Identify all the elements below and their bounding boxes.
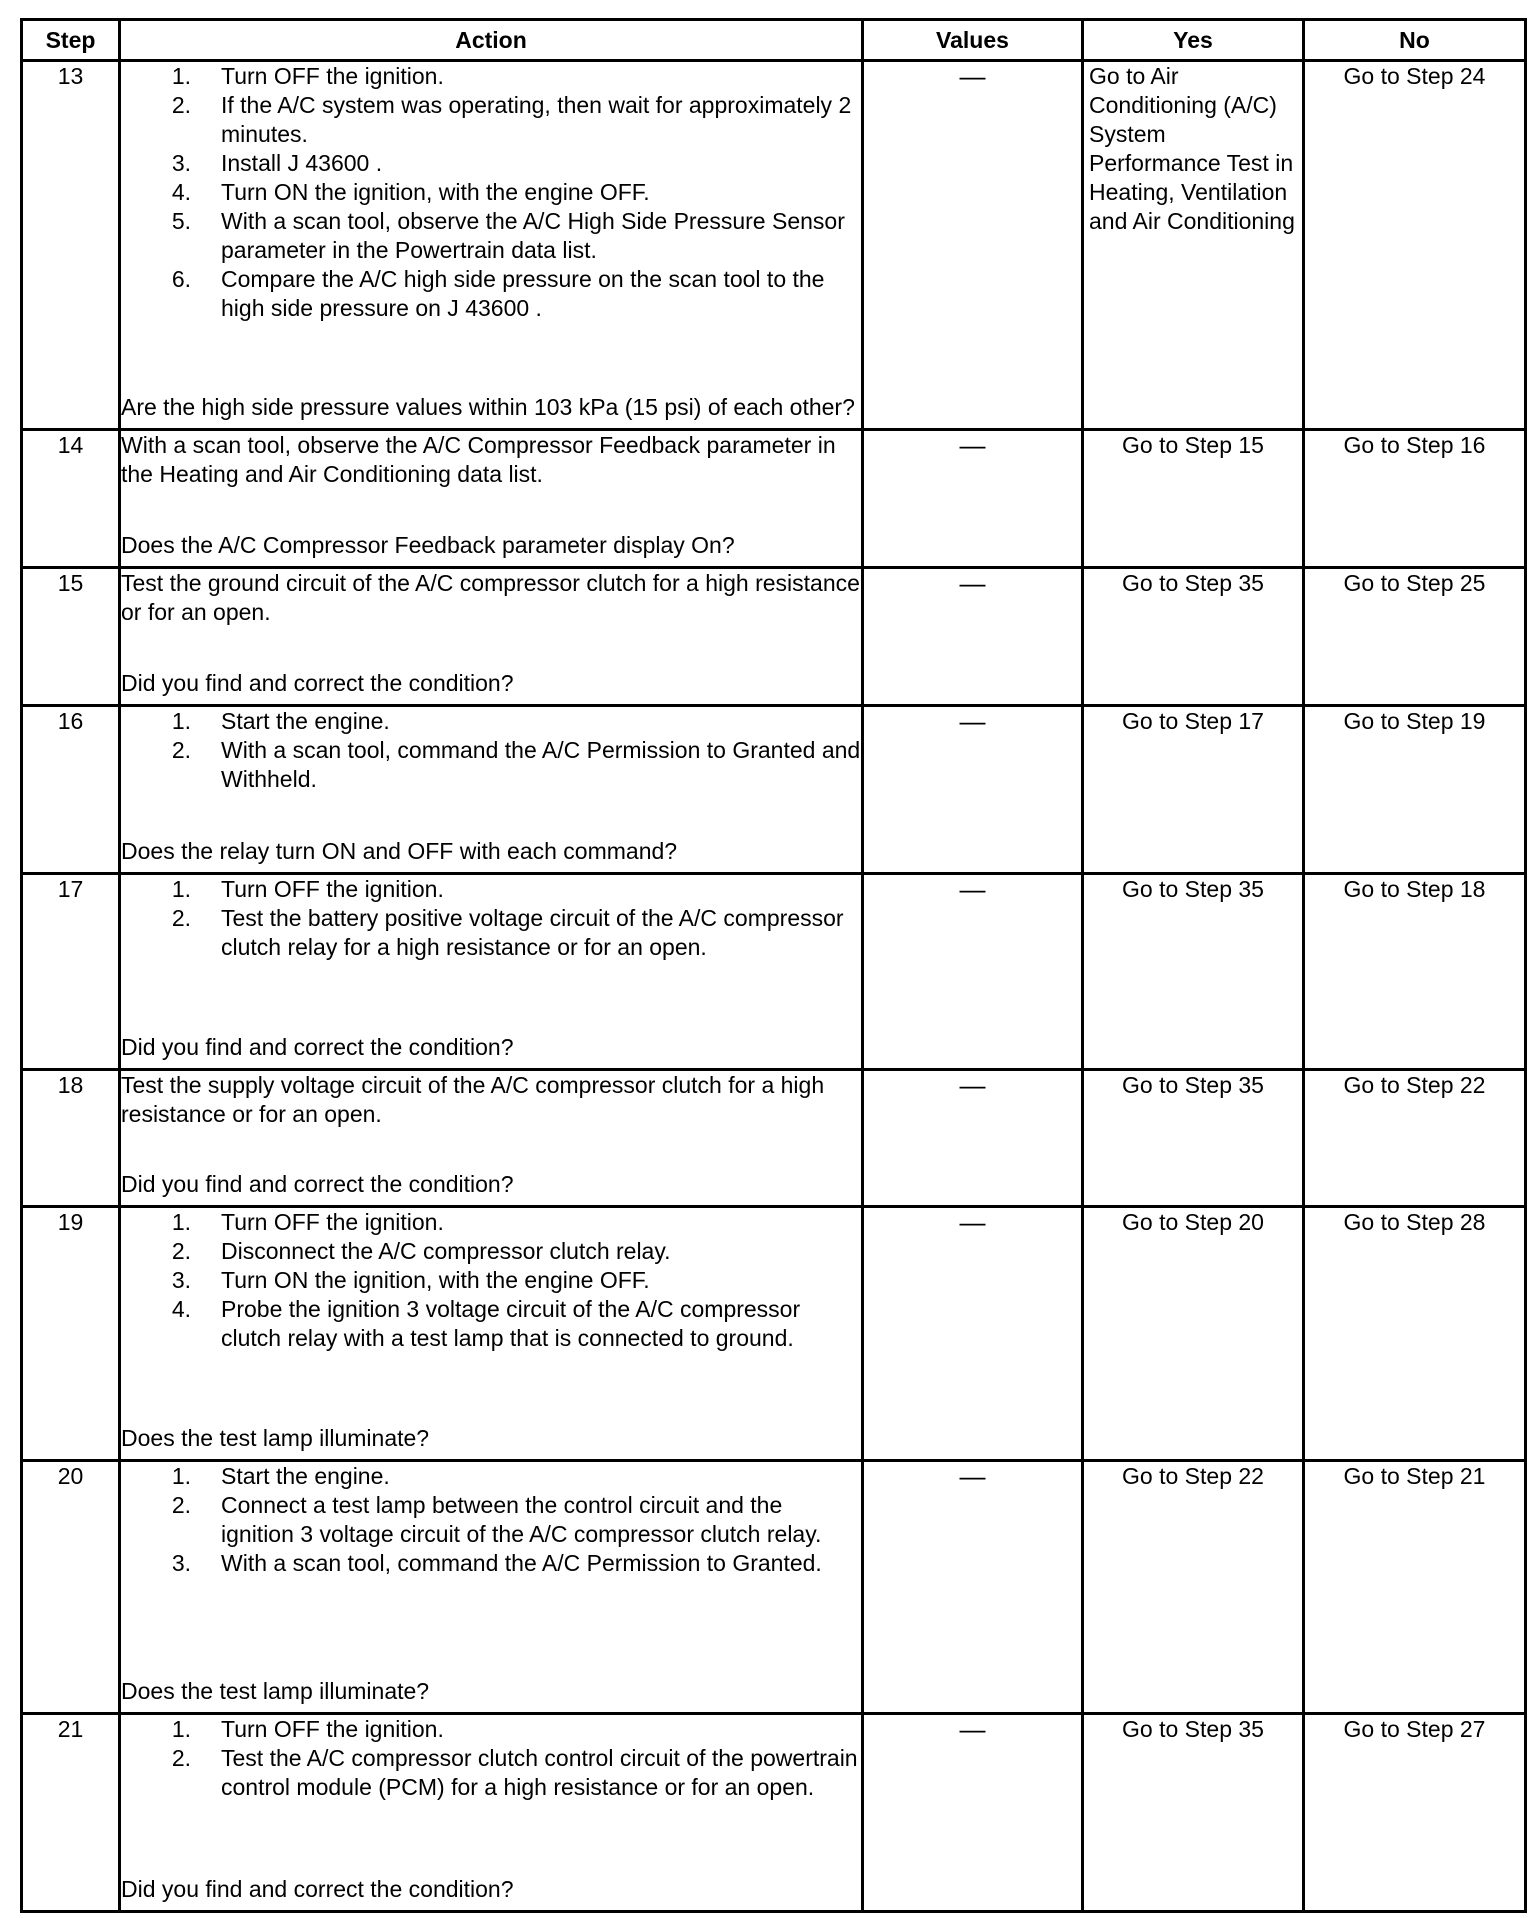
values-cell: — xyxy=(863,1714,1083,1912)
action-list xyxy=(121,1462,861,1578)
action-text: With a scan tool, observe the A/C Compressor Feedback parameter in the Heating and Air Conditioning data list. xyxy=(121,432,836,487)
list-item: 2. Test the A/C compressor clutch control circuit of the powertrain control module (PCM) for a high resistance or for an open. xyxy=(171,1745,858,1800)
table-row xyxy=(22,1461,1526,1714)
values-cell: — xyxy=(863,706,1083,874)
step-number: 20 xyxy=(22,1461,120,1714)
list-item: 2. Disconnect the A/C compressor clutch relay. xyxy=(171,1238,671,1264)
action-list xyxy=(121,1715,861,1802)
header-row xyxy=(22,20,1526,61)
yes-cell: Go to Step 22 xyxy=(1083,1461,1304,1714)
action-question: Does the test lamp illuminate? xyxy=(121,1678,430,1704)
list-item: 4. Turn ON the ignition, with the engine OFF. xyxy=(171,179,650,205)
diagnostic-table xyxy=(20,18,1527,1913)
yes-cell: Go to Step 35 xyxy=(1083,1070,1304,1207)
no-cell: Go to Step 28 xyxy=(1304,1207,1526,1461)
list-item: 6. Compare the A/C high side pressure on the scan tool to the high side pressure on J 43600 . xyxy=(171,266,825,321)
step-number: 15 xyxy=(22,568,120,706)
action-list xyxy=(121,1208,861,1353)
step-number: 13 xyxy=(22,61,120,430)
action-question: Are the high side pressure values within 103 kPa (15 psi) of each other? xyxy=(121,394,855,420)
step-number: 18 xyxy=(22,1070,120,1207)
action-cell xyxy=(120,1207,863,1461)
list-item: 3. Turn ON the ignition, with the engine OFF. xyxy=(171,1267,650,1293)
action-list xyxy=(121,875,861,962)
table-row xyxy=(22,706,1526,874)
action-text: Test the ground circuit of the A/C compressor clutch for a high resistance or for an open. xyxy=(121,570,860,625)
no-cell: Go to Step 16 xyxy=(1304,430,1526,568)
header-yes: Yes xyxy=(1083,20,1304,61)
action-question: Did you find and correct the condition? xyxy=(121,1034,514,1060)
action-cell xyxy=(120,706,863,874)
no-cell: Go to Step 22 xyxy=(1304,1070,1526,1207)
table-row xyxy=(22,1070,1526,1207)
table-row xyxy=(22,61,1526,430)
action-question: Did you find and correct the condition? xyxy=(121,670,514,696)
table-row xyxy=(22,568,1526,706)
no-cell: Go to Step 18 xyxy=(1304,874,1526,1070)
list-item: 2. If the A/C system was operating, then wait for approximately 2 minutes. xyxy=(171,92,852,147)
values-cell: — xyxy=(863,1207,1083,1461)
list-item: 2. With a scan tool, command the A/C Permission to Granted and Withheld. xyxy=(171,737,861,792)
list-item: 1. Turn OFF the ignition. xyxy=(171,1716,444,1742)
action-question: Does the A/C Compressor Feedback parameter display On? xyxy=(121,532,735,558)
action-list xyxy=(121,707,861,794)
values-cell: — xyxy=(863,430,1083,568)
list-item: 2. Connect a test lamp between the control circuit and the ignition 3 voltage circuit of the A/C compressor clutch relay. xyxy=(171,1492,822,1547)
yes-cell: Go to Step 17 xyxy=(1083,706,1304,874)
action-cell xyxy=(120,568,863,706)
step-number: 21 xyxy=(22,1714,120,1912)
action-cell xyxy=(120,61,863,430)
header-no: No xyxy=(1304,20,1526,61)
values-cell: — xyxy=(863,1461,1083,1714)
yes-cell: Go to Step 15 xyxy=(1083,430,1304,568)
action-question: Did you find and correct the condition? xyxy=(121,1171,514,1197)
list-item: 3. Install J 43600 . xyxy=(171,150,383,176)
no-cell: Go to Step 25 xyxy=(1304,568,1526,706)
table-row xyxy=(22,874,1526,1070)
action-question: Does the test lamp illuminate? xyxy=(121,1425,430,1451)
list-item: 4. Probe the ignition 3 voltage circuit of the A/C compressor clutch relay with a test lamp that is connected to ground. xyxy=(171,1296,801,1351)
step-number: 17 xyxy=(22,874,120,1070)
header-step: Step xyxy=(22,20,120,61)
action-cell xyxy=(120,1714,863,1912)
action-cell xyxy=(120,430,863,568)
step-number: 16 xyxy=(22,706,120,874)
yes-cell: Go to Air Conditioning (A/C) System Performance Test in Heating, Ventilation and Air Conditioning xyxy=(1083,61,1304,430)
action-question: Did you find and correct the condition? xyxy=(121,1876,514,1902)
step-number: 14 xyxy=(22,430,120,568)
header-action: Action xyxy=(120,20,863,61)
yes-cell: Go to Step 35 xyxy=(1083,874,1304,1070)
yes-cell: Go to Step 35 xyxy=(1083,1714,1304,1912)
action-list xyxy=(121,62,861,323)
values-cell: — xyxy=(863,568,1083,706)
table-row xyxy=(22,430,1526,568)
values-cell: — xyxy=(863,874,1083,1070)
list-item: 3. With a scan tool, command the A/C Permission to Granted. xyxy=(171,1550,822,1576)
no-cell: Go to Step 24 xyxy=(1304,61,1526,430)
list-item: 1. Turn OFF the ignition. xyxy=(171,876,444,902)
yes-cell: Go to Step 35 xyxy=(1083,568,1304,706)
list-item: 1. Turn OFF the ignition. xyxy=(171,63,444,89)
step-number: 19 xyxy=(22,1207,120,1461)
no-cell: Go to Step 19 xyxy=(1304,706,1526,874)
action-cell xyxy=(120,874,863,1070)
action-question: Does the relay turn ON and OFF with each command? xyxy=(121,838,678,864)
values-cell: — xyxy=(863,1070,1083,1207)
action-cell xyxy=(120,1461,863,1714)
no-cell: Go to Step 21 xyxy=(1304,1461,1526,1714)
list-item: 1. Start the engine. xyxy=(171,1463,390,1489)
values-cell: — xyxy=(863,61,1083,430)
table-row xyxy=(22,1207,1526,1461)
yes-cell: Go to Step 20 xyxy=(1083,1207,1304,1461)
list-item: 2. Test the battery positive voltage circuit of the A/C compressor clutch relay for a high resistance or for an open. xyxy=(171,905,844,960)
list-item: 5. With a scan tool, observe the A/C High Side Pressure Sensor parameter in the Powertrain data list. xyxy=(171,208,845,263)
table-row xyxy=(22,1714,1526,1912)
header-values: Values xyxy=(863,20,1083,61)
list-item: 1. Start the engine. xyxy=(171,708,390,734)
action-text: Test the supply voltage circuit of the A/C compressor clutch for a high resistance or for an open. xyxy=(121,1072,825,1127)
no-cell: Go to Step 27 xyxy=(1304,1714,1526,1912)
list-item: 1. Turn OFF the ignition. xyxy=(171,1209,444,1235)
action-cell xyxy=(120,1070,863,1207)
